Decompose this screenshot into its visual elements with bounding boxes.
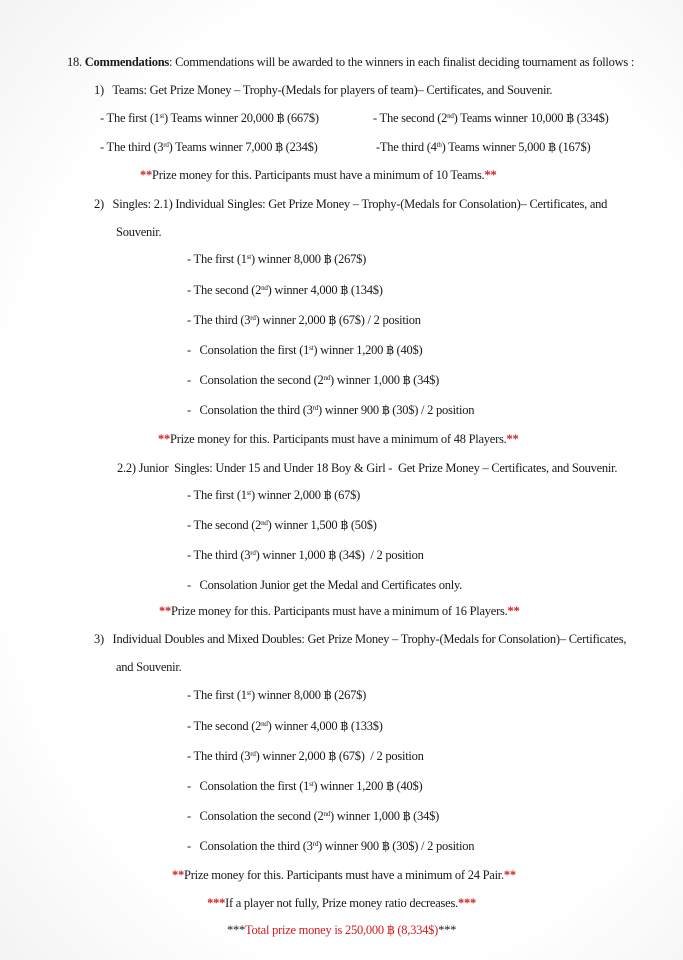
teams-title: Teams: Get Prize Money – Trophy-(Medals for players of team)– Certificates, and Souvenir. <box>112 83 553 97</box>
singles-title-cont: Souvenir. <box>116 225 162 239</box>
section-heading-line <box>67 54 634 70</box>
singles-title-line <box>94 196 607 212</box>
doubles-title-line <box>94 631 626 647</box>
junior-prize-2: - The second (2nd) winner 1,500 ฿ (50$) <box>187 518 377 532</box>
doubles-note: **Prize money for this. Participants must have a minimum of 24 Pair.** <box>172 868 516 882</box>
teams-title-line <box>94 82 552 98</box>
doubles-prize-6: - Consolation the third (3rd) winner 900 ฿ (30$) / 2 position <box>187 839 475 853</box>
doubles-prize-3: - The third (3rd) winner 2,000 ฿ (67$) / 2 position <box>187 749 424 763</box>
doubles-number: 3) <box>94 632 104 646</box>
singles-prize-5: - Consolation the second (2nd) winner 1,000 ฿ (34$) <box>187 373 440 387</box>
junior-title: 2.2) Junior Singles: Under 15 and Under 18 Boy & Girl - Get Prize Money – Certificates, and Souvenir. <box>117 461 618 475</box>
total-prize-note: ***Total prize money is 250,000 ฿ (8,334$)*** <box>226 923 457 937</box>
singles-prize-1: - The first (1st) winner 8,000 ฿ (267$) <box>187 252 366 266</box>
singles-prize-2: - The second (2nd) winner 4,000 ฿ (134$) <box>187 283 383 297</box>
ratio-note: ***If a player not fully, Prize money ratio decreases.*** <box>207 896 476 910</box>
teams-prize-fourth: -The third (4th) Teams winner 5,000 ฿ (167$) <box>376 140 591 154</box>
junior-prize-3: - The third (3rd) winner 1,000 ฿ (34$) / 2 position <box>187 548 424 562</box>
singles-note: **Prize money for this. Participants must have a minimum of 48 Players.** <box>158 432 519 446</box>
junior-prize-4: - Consolation Junior get the Medal and Certificates only. <box>187 578 463 592</box>
section-intro: : Commendations will be awarded to the winners in each finalist deciding tournament as follows : <box>169 55 635 69</box>
teams-prize-first: - The first (1st) Teams winner 20,000 ฿ (667$) <box>100 111 319 125</box>
teams-note: **Prize money for this. Participants must have a minimum of 10 Teams.** <box>140 168 497 182</box>
doubles-title-cont: and Souvenir. <box>116 660 182 674</box>
doubles-prize-4: - Consolation the first (1st) winner 1,200 ฿ (40$) <box>187 779 423 793</box>
doubles-title: Individual Doubles and Mixed Doubles: Get Prize Money – Trophy-(Medals for Consolation)– Certificates, <box>112 632 627 646</box>
doubles-prize-5: - Consolation the second (2nd) winner 1,000 ฿ (34$) <box>187 809 440 823</box>
singles-title: Singles: 2.1) Individual Singles: Get Prize Money – Trophy-(Medals for Consolation)– Certificates, and <box>112 197 608 211</box>
section-title: Commendations <box>84 55 170 69</box>
doubles-prize-1: - The first (1st) winner 8,000 ฿ (267$) <box>187 688 366 702</box>
singles-number: 2) <box>94 197 104 211</box>
junior-prize-1: - The first (1st) winner 2,000 ฿ (67$) <box>187 488 360 502</box>
doubles-prize-2: - The second (2nd) winner 4,000 ฿ (133$) <box>187 719 383 733</box>
singles-prize-4: - Consolation the first (1st) winner 1,200 ฿ (40$) <box>187 343 423 357</box>
section-number: 18. <box>67 55 82 69</box>
teams-prize-second: - The second (2nd) Teams winner 10,000 ฿ (334$) <box>373 111 609 125</box>
singles-prize-6: - Consolation the third (3rd) winner 900 ฿ (30$) / 2 position <box>187 403 475 417</box>
junior-note: **Prize money for this. Participants must have a minimum of 16 Players.** <box>159 604 520 618</box>
teams-number: 1) <box>94 83 104 97</box>
teams-prize-third: - The third (3rd) Teams winner 7,000 ฿ (234$) <box>100 140 318 154</box>
singles-prize-3: - The third (3rd) winner 2,000 ฿ (67$) / 2 position <box>187 313 421 327</box>
